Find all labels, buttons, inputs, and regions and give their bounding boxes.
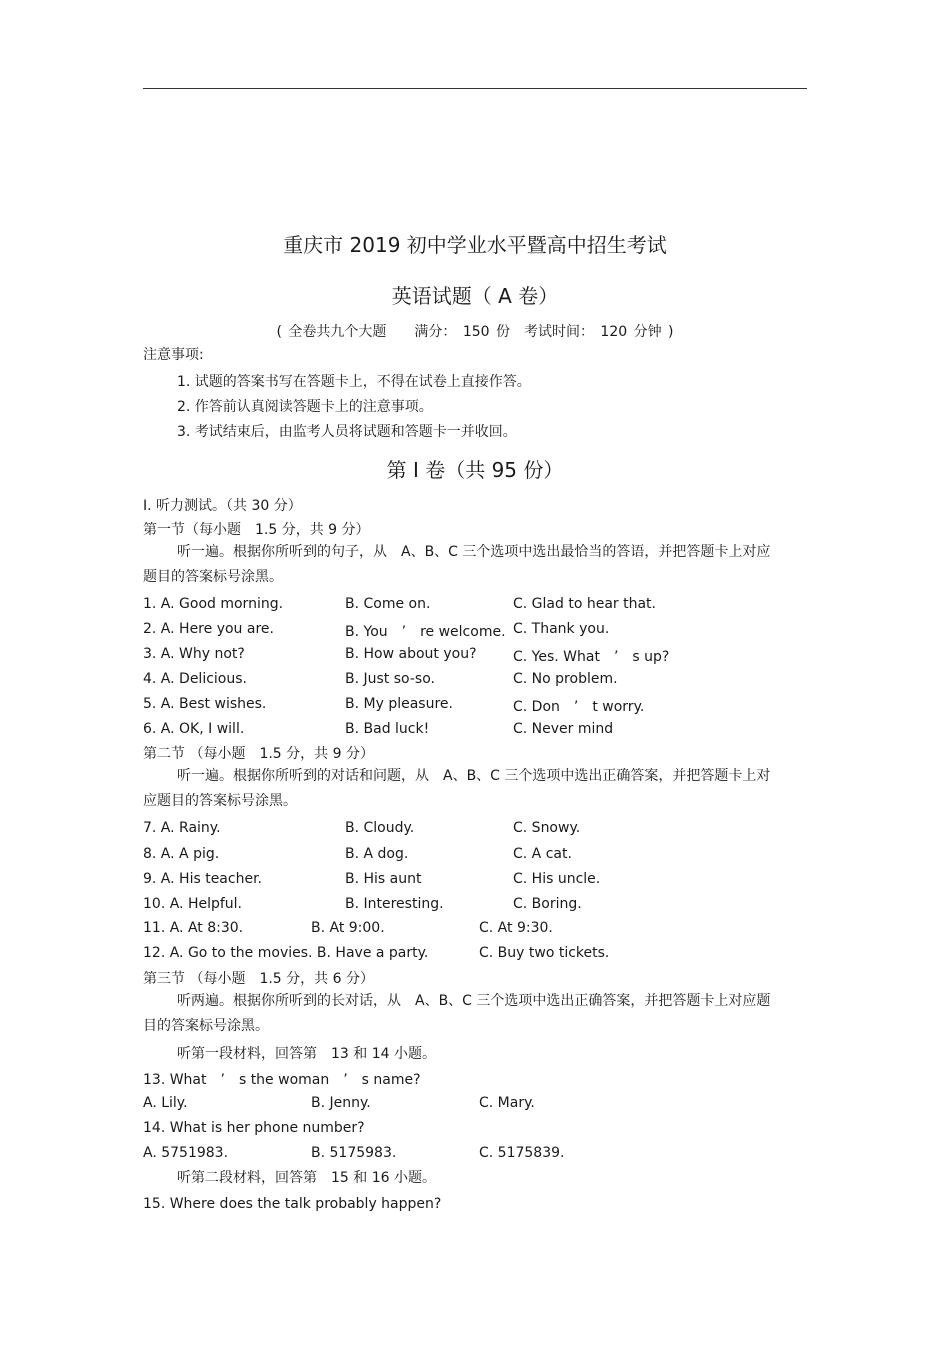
question-option-b: B. His aunt [345,871,422,887]
question-option-a: 5. A. Best wishes. [143,696,267,712]
question-option-c: C. Thank you. [513,621,610,637]
question-13: 13. What ’ s the woman ’ s name? [143,1072,421,1088]
sec3-heading: 第三节 （每小题 1.5 分，共 6 分） [143,971,374,987]
notes-heading: 注意事项: [143,347,204,363]
question-option-a: 11. A. At 8:30. [143,920,244,936]
question-option-c: C. Never mind [513,721,614,737]
question-option-a: 4. A. Delicious. [143,671,247,687]
sec2-heading: 第二节 （每小题 1.5 分，共 9 分） [143,746,374,762]
question-option-c: C. At 9:30. [479,920,553,936]
header-rule [143,88,807,89]
question-option-b: B. At 9:00. [311,920,385,936]
sec3-instruction: 听两遍。根据你所听到的长对话，从 A、B、C 三个选项中选出正确答案，并把答题卡上对应题目的答案标号涂黑。 [143,993,771,1034]
part1-title: 第 I 卷（共 95 份） [386,458,564,482]
question-option-a: 3. A. Why not? [143,646,245,662]
note-item: 2. 作答前认真阅读答题卡上的注意事项。 [177,399,433,415]
question-option-b: B. Just so-so. [345,671,435,687]
material-2-note: 听第二段材料，回答第 15 和 16 小题。 [177,1170,436,1186]
note-item: 1. 试题的答案书写在答题卡上，不得在试卷上直接作答。 [177,374,531,390]
question-option-b: B. Bad luck! [345,721,430,737]
question-option-b: B. Come on. [345,596,431,612]
question-option-a: A. Lily. [143,1095,188,1111]
sec1-instruction: 听一遍。根据你所听到的句子，从 A、B、C 三个选项中选出最恰当的答语，并把答题卡上对应题目的答案标号涂黑。 [143,544,771,585]
question-option-b: B. Jenny. [311,1095,371,1111]
question-option-c: C. No problem. [513,671,618,687]
question-option-c: C. A cat. [513,846,572,862]
question-option-c: C. Boring. [513,896,582,912]
note-item: 3. 考试结束后，由监考人员将试题和答题卡一并收回。 [177,424,517,440]
question-option-c: C. Buy two tickets. [479,945,610,961]
question-15: 15. Where does the talk probably happen? [143,1196,442,1212]
sec2-instruction: 听一遍。根据你所听到的对话和问题，从 A、B、C 三个选项中选出正确答案，并把答题卡上对应题目的答案标号涂黑。 [143,768,771,809]
question-option-b: B. My pleasure. [345,696,453,712]
question-option-c: C. 5175839. [479,1145,565,1161]
question-option-a: 7. A. Rainy. [143,820,221,836]
exam-meta: ( 全卷共九个大题 满分： 150 份 考试时间： 120 分钟 ) [276,324,674,340]
question-option-c: C. Yes. What ’ s up? [513,649,670,665]
question-option-a: A. 5751983. [143,1145,229,1161]
exam-subtitle: 英语试题（ A 卷） [391,284,559,308]
question-option-a: 1. A. Good morning. [143,596,284,612]
question-option-b: B. Interesting. [345,896,444,912]
sec1-heading: 第一节（每小题 1.5 分，共 9 分） [143,522,370,538]
question-option-a: 10. A. Helpful. [143,896,243,912]
question-option-b: B. You ’ re welcome. [345,624,506,640]
question-option-b: B. How about you? [345,646,477,662]
question-option-c: C. Glad to hear that. [513,596,656,612]
question-option-c: C. Mary. [479,1095,535,1111]
material-1-note: 听第一段材料，回答第 13 和 14 小题。 [177,1046,436,1062]
question-option-a: 12. A. Go to the movies. B. Have a party. [143,945,429,961]
question-option-c: C. His uncle. [513,871,601,887]
question-option-a: 6. A. OK, I will. [143,721,245,737]
question-option-a: 2. A. Here you are. [143,621,274,637]
listening-heading: I. 听力测试。（共 30 分） [143,498,302,514]
question-option-b: B. A dog. [345,846,409,862]
question-option-b: B. Cloudy. [345,820,415,836]
exam-title: 重庆市 2019 初中学业水平暨高中招生考试 [283,233,667,257]
question-option-a: 9. A. His teacher. [143,871,262,887]
question-option-c: C. Don ’ t worry. [513,699,645,715]
question-14: 14. What is her phone number? [143,1120,365,1136]
question-option-c: C. Snowy. [513,820,581,836]
question-option-a: 8. A. A pig. [143,846,220,862]
question-option-b: B. 5175983. [311,1145,397,1161]
